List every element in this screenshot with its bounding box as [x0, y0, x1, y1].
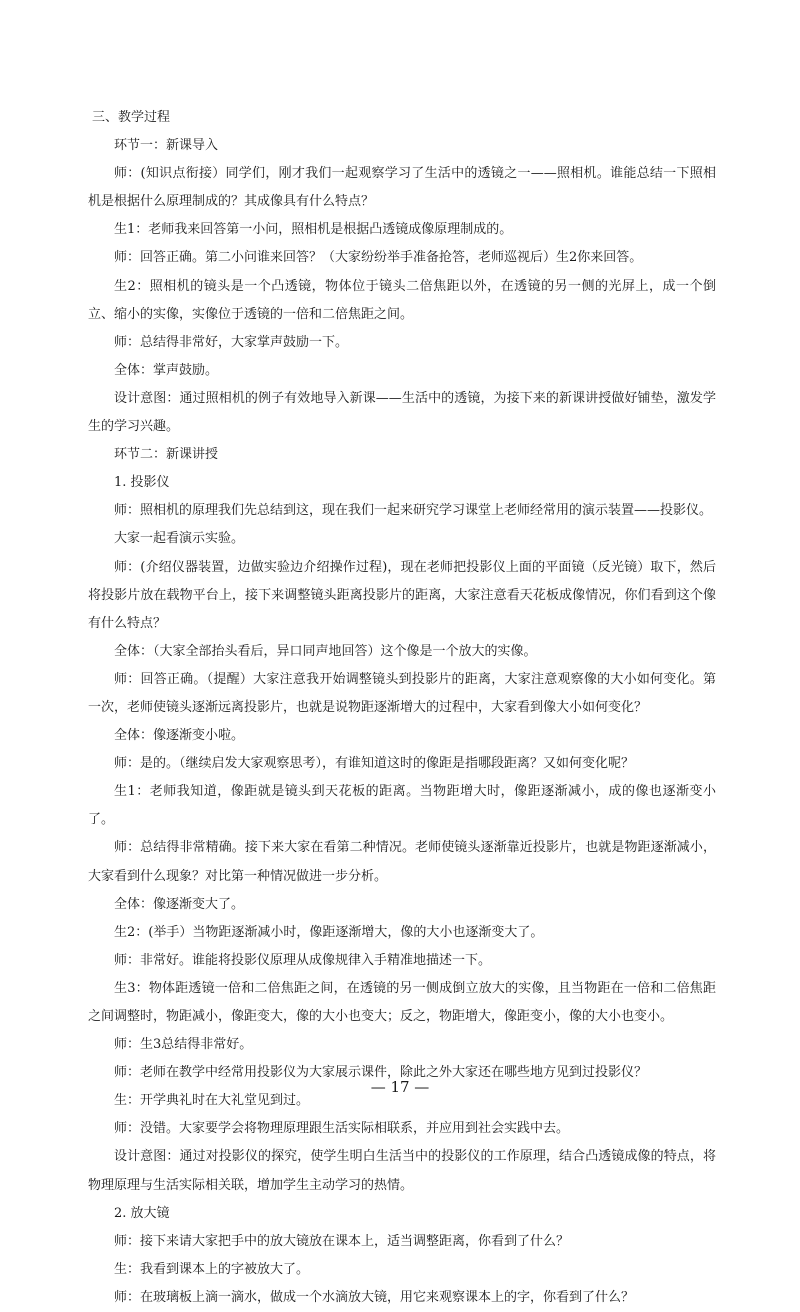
paragraph: 师：是的。（继续启发大家观察思考），有谁知道这时的像距是指哪段距离？又如何变化呢？	[114, 756, 635, 772]
paragraph: 大家一起看演示实验。	[114, 531, 245, 547]
paragraph: 生：我看到课本上的字被放大了。	[114, 1261, 310, 1277]
paragraph: 生2：照相机的镜头是一个凸透镜，物体位于镜头二倍焦距以外，在透镜的另一侧的光屏上，成一个倒立、缩小的实像，实像位于透镜的一倍和二倍焦距之间。	[88, 278, 716, 322]
paragraph: 生：开学典礼时在大礼堂见到过。	[114, 1093, 310, 1109]
paragraph: 师：照相机的原理我们先总结到这，现在我们一起来研究学习课堂上老师经常用的演示装置——投影仪。	[114, 503, 713, 519]
paragraph: 师：回答正确。第二小问谁来回答？（大家纷纷举手准备抢答，老师巡视后）生2你来回答。	[114, 250, 643, 266]
paragraph: 全体：像逐渐变小啦。	[114, 728, 245, 744]
paragraph: 师：非常好。谁能将投影仪原理从成像规律入手精准地描述一下。	[114, 952, 492, 968]
section-heading: 三、教学过程	[92, 110, 171, 125]
paragraph: 生1：老师我知道，像距就是镜头到天花板的距离。当物距增大时，像距逐渐减小，成的像也逐渐变小了。	[88, 784, 716, 828]
paragraph: 生1：老师我来回答第一小问，照相机是根据凸透镜成像原理制成的。	[114, 222, 513, 238]
paragraph: 师：在玻璃板上滴一滴水，做成一个水滴放大镜，用它来观察课本上的字，你看到了什么？	[114, 1289, 635, 1305]
paragraph: 全体：掌声鼓励。	[114, 362, 219, 378]
subsection-heading: 环节二：新课讲授	[114, 447, 219, 463]
paragraph: 师：(知识点衔接）同学们，刚才我们一起观察学习了生活中的透镜之一——照相机。谁能总结一下照相机是根据什么原理制成的？其成像具有什么特点？	[88, 166, 716, 210]
paragraph: 师：老师在教学中经常用投影仪为大家展示课件，除此之外大家还在哪些地方见到过投影仪？	[114, 1065, 648, 1081]
paragraph: 师：回答正确。（提醒）大家注意我开始调整镜头到投影片的距离，大家注意观察像的大小如何变化。第一次，老师使镜头逐渐远离投影片，也就是说物距逐渐增大的过程中，大家看到像大小如何变化？	[88, 671, 716, 715]
paragraph: 师：生3总结得非常好。	[114, 1037, 253, 1053]
paragraph: 师：总结得非常精确。接下来大家在看第二种情况。老师使镜头逐渐靠近投影片，也就是物距逐渐减小，大家看到什么现象？对比第一种情况做进一步分析。	[88, 840, 716, 884]
paragraph: 生2：(举手）当物距逐渐减小时，像距逐渐增大，像的大小也逐渐变大了。	[114, 924, 544, 940]
topic-heading: 1. 投影仪	[114, 475, 170, 491]
paragraph: 全体：（大家全部抬头看后，异口同声地回答）这个像是一个放大的实像。	[114, 643, 537, 659]
paragraph: 生3：物体距透镜一倍和二倍焦距之间，在透镜的另一侧成倒立放大的实像，且当物距在一倍和二倍焦距之间调整时，物距减小，像距变大，像的大小也变大；反之，物距增大，像距变小，像的大小也变小。	[88, 980, 716, 1024]
page-number: — 17 —	[370, 1078, 430, 1096]
page-body	[88, 104, 716, 1312]
paragraph: 师：没错。大家要学会将物理原理跟生活实际相联系，并应用到社会实践中去。	[114, 1121, 570, 1137]
paragraph: 全体：像逐渐变大了。	[114, 896, 245, 912]
paragraph: 师：总结得非常好，大家掌声鼓励一下。	[114, 334, 349, 350]
paragraph: 师：接下来请大家把手中的放大镜放在课本上，适当调整距离，你看到了什么？	[114, 1233, 570, 1249]
topic-heading: 2. 放大镜	[114, 1205, 170, 1221]
paragraph: 设计意图：通过对投影仪的探究，使学生明白生活当中的投影仪的工作原理，结合凸透镜成像的特点，将物理原理与生活实际相关联，增加学生主动学习的热情。	[88, 1149, 716, 1193]
paragraph: 师：(介绍仪器装置，边做实验边介绍操作过程)，现在老师把投影仪上面的平面镜（反光镜）取下，然后将投影片放在载物平台上，接下来调整镜头距离投影片的距离，大家注意看天花板成像情况，你们看到这个像有什么特点？	[88, 559, 716, 631]
paragraph: 设计意图：通过照相机的例子有效地导入新课——生活中的透镜，为接下来的新课讲授做好铺垫，激发学生的学习兴趣。	[88, 390, 716, 435]
subsection-heading: 环节一：新课导入	[114, 138, 219, 154]
